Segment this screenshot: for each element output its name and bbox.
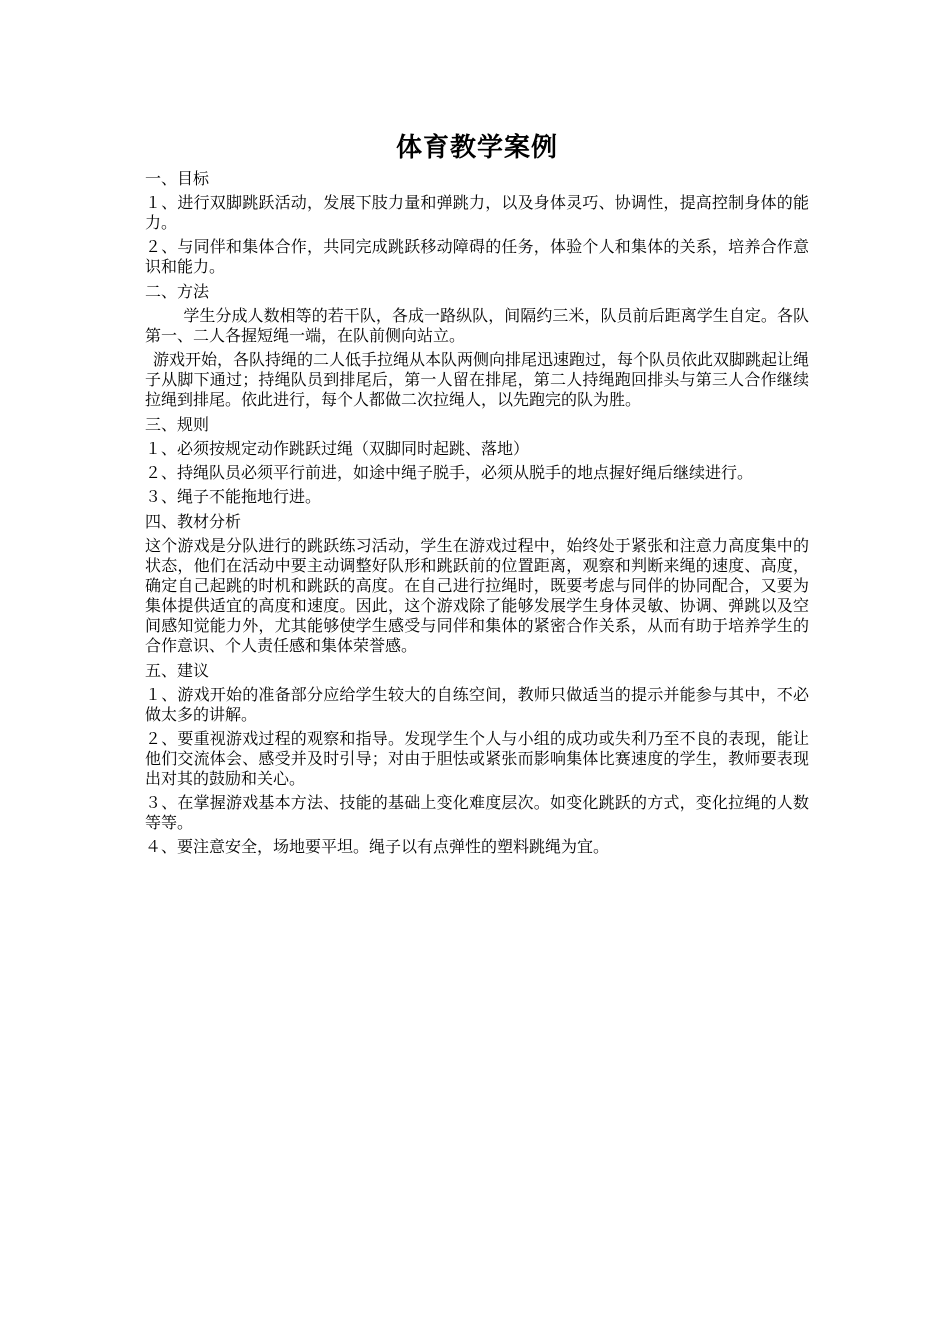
section-heading-analysis: 四、教材分析 bbox=[145, 512, 242, 531]
section-heading-rules: 三、规则 bbox=[145, 415, 210, 434]
section-heading-suggestions: 五、建议 bbox=[145, 661, 210, 680]
method-paragraph-1: 学生分成人数相等的若干队，各成一路纵队，间隔约三米，队员前后距离学生自定。各队第一、二人各握短绳一端，在队前侧向站立。 bbox=[145, 306, 809, 345]
suggestion-item-3: ３、在掌握游戏基本方法、技能的基础上变化难度层次。如变化跳跃的方式，变化拉绳的人数等等。 bbox=[145, 793, 809, 832]
rule-item-2: ２、持绳队员必须平行前进，如途中绳子脱手，必须从脱手的地点握好绳后继续进行。 bbox=[145, 463, 754, 482]
document-title: 体育教学案例 bbox=[395, 133, 558, 163]
section-heading-method: 二、方法 bbox=[145, 282, 210, 301]
goal-item-1: １、进行双脚跳跃活动，发展下肢力量和弹跳力，以及身体灵巧、协调性，提高控制身体的能力。 bbox=[145, 193, 809, 232]
section-heading-goals: 一、目标 bbox=[145, 169, 210, 188]
suggestion-item-4: ４、要注意安全，场地要平坦。绳子以有点弹性的塑料跳绳为宜。 bbox=[145, 837, 610, 856]
method-paragraph-2: 游戏开始，各队持绳的二人低手拉绳从本队两侧向排尾迅速跑过，每个队员依此双脚跳起让绳子从脚下通过；持绳队员到排尾后，第一人留在排尾，第二人持绳跑回排头与第三人合作继续拉绳到排尾。依此进行，每个人都做二次拉绳人，以先跑完的队为胜。 bbox=[145, 350, 810, 409]
rule-item-3: ３、绳子不能拖地行进。 bbox=[145, 487, 322, 506]
goal-item-2: ２、与同伴和集体合作，共同完成跳跃移动障碍的任务，体验个人和集体的关系，培养合作意识和能力。 bbox=[145, 237, 809, 276]
suggestion-item-1: １、游戏开始的准备部分应给学生较大的自练空间，教师只做适当的提示并能参与其中，不必做太多的讲解。 bbox=[145, 685, 809, 724]
document-page bbox=[145, 128, 809, 861]
suggestion-item-2: ２、要重视游戏过程的观察和指导。发现学生个人与小组的成功或失利乃至不良的表现，能让他们交流体会、感受并及时引导；对由于胆怯或紧张而影响集体比赛速度的学生，教师要表现出对其的鼓励和关心。 bbox=[145, 729, 809, 788]
analysis-paragraph: 这个游戏是分队进行的跳跃练习活动，学生在游戏过程中，始终处于紧张和注意力高度集中的状态，他们在活动中要主动调整好队形和跳跃前的位置距离，观察和判断来绳的速度、高度，确定自己起跳的时机和跳跃的高度。在自己进行拉绳时，既要考虑与同伴的协同配合，又要为集体提供适宜的高度和速度。因此，这个游戏除了能够发展学生身体灵敏、协调、弹跳以及空间感知觉能力外，尤其能够使学生感受与同伴和集体的紧密合作关系，从而有助于培养学生的合作意识、个人责任感和集体荣誉感。 bbox=[145, 536, 809, 655]
rule-item-1: １、必须按规定动作跳跃过绳（双脚同时起跳、落地） bbox=[145, 439, 530, 458]
